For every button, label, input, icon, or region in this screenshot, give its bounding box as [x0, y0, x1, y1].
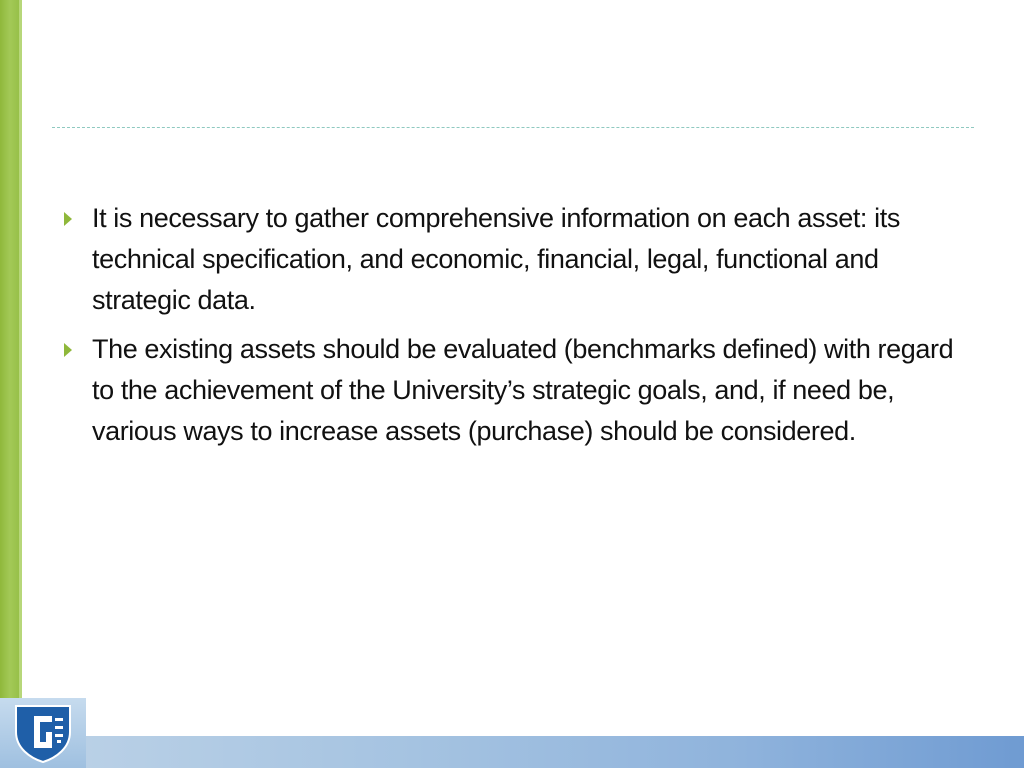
title-divider: [52, 127, 974, 128]
bullet-text-2: The existing assets should be evaluated (benchmarks defined) with regard to the achievement of the University’s strategic goals, and, if need be, various ways to increase assets (purchase) should be considered.: [92, 334, 954, 446]
triangle-bullet-icon: [64, 212, 72, 226]
university-crest-icon: [10, 702, 76, 764]
bottom-sky-strip: [86, 736, 1024, 768]
left-accent-bar: [0, 0, 22, 768]
slide-body: [60, 198, 970, 460]
bullet-text-1: It is necessary to gather comprehensive information on each asset: its technical specification, and economic, financial, legal, functional and strategic data.: [92, 203, 900, 315]
triangle-bullet-icon: [64, 343, 72, 357]
bullet-item-1: [60, 198, 970, 321]
bullet-item-2: [60, 329, 970, 452]
university-logo: [0, 698, 86, 768]
